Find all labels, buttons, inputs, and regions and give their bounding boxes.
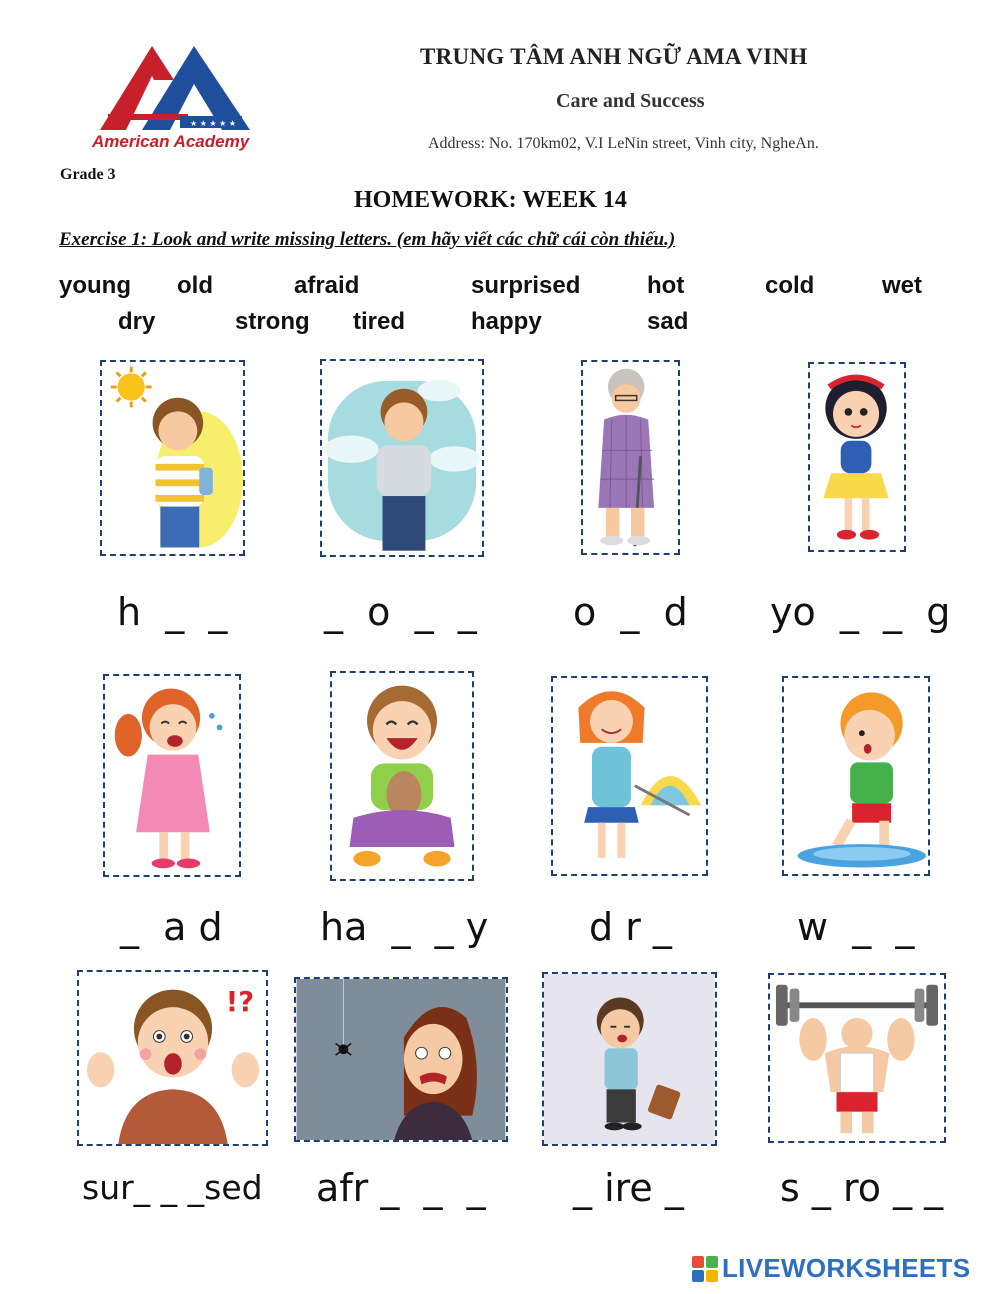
hot-boy-icon bbox=[100, 360, 245, 556]
svg-text:!?: !? bbox=[225, 987, 255, 1019]
young-girl-icon bbox=[808, 362, 906, 552]
sad-girl-icon bbox=[103, 674, 241, 877]
old-woman-icon bbox=[581, 360, 680, 555]
answer-prompt[interactable]: _ a d bbox=[120, 905, 223, 949]
word-bank-item: happy bbox=[471, 308, 542, 335]
grade-label: Grade 3 bbox=[60, 166, 116, 183]
svg-text:★ ★ ★ ★ ★: ★ ★ ★ ★ ★ bbox=[190, 119, 237, 128]
word-bank-item: hot bbox=[647, 272, 685, 299]
dry-girl-icon bbox=[551, 676, 708, 876]
answer-prompt[interactable]: sur_ _ _sed bbox=[82, 1168, 263, 1207]
wet-boy-icon bbox=[782, 676, 930, 876]
afraid-woman-icon bbox=[294, 977, 508, 1142]
surprised-boy-icon bbox=[77, 970, 268, 1146]
word-bank-item: sad bbox=[647, 308, 689, 335]
answer-prompt[interactable]: h _ _ bbox=[117, 590, 228, 634]
word-bank-item: dry bbox=[118, 308, 156, 335]
cold-boy-icon bbox=[320, 359, 484, 557]
homework-title: HOMEWORK: WEEK 14 bbox=[354, 187, 627, 213]
address: Address: No. 170km02, V.I LeNin street, Vinh city, NgheAn. bbox=[428, 135, 819, 152]
word-bank-item: old bbox=[177, 272, 213, 299]
word-bank-item: tired bbox=[353, 308, 406, 335]
word-bank-item: cold bbox=[765, 272, 815, 299]
word-bank-item: afraid bbox=[294, 272, 360, 299]
school-name: TRUNG TÂM ANH NGỮ AMA VINH bbox=[420, 44, 808, 69]
strong-man-icon bbox=[768, 973, 946, 1143]
brand-text: LIVEWORKSHEETS bbox=[722, 1253, 971, 1283]
answer-prompt[interactable]: d r _ bbox=[589, 905, 672, 949]
answer-prompt[interactable]: _ o _ _ bbox=[324, 590, 477, 634]
answer-prompt[interactable]: w _ _ bbox=[797, 905, 915, 949]
answer-prompt[interactable]: ha _ _ y bbox=[320, 905, 489, 949]
liveworksheets-icon bbox=[692, 1256, 718, 1282]
word-bank-item: young bbox=[59, 272, 131, 299]
answer-prompt[interactable]: s _ ro _ _ bbox=[780, 1166, 944, 1210]
slogan: Care and Success bbox=[556, 90, 705, 112]
exercise-instruction: Exercise 1: Look and write missing letters. (em hãy viết các chữ cái còn thiếu.) bbox=[59, 229, 676, 250]
happy-boy-icon bbox=[330, 671, 474, 881]
liveworksheets-brand[interactable] bbox=[692, 1253, 970, 1284]
word-bank-item: strong bbox=[235, 308, 310, 335]
word-bank-item: surprised bbox=[471, 272, 581, 299]
answer-prompt[interactable]: yo _ _ g bbox=[770, 590, 951, 634]
tired-man-icon bbox=[542, 972, 717, 1146]
answer-prompt[interactable]: o _ d bbox=[573, 590, 688, 634]
logo-text: American Academy bbox=[92, 132, 250, 151]
word-bank-item: wet bbox=[882, 272, 923, 299]
answer-prompt[interactable]: afr _ _ _ bbox=[316, 1166, 486, 1210]
answer-prompt[interactable]: _ ire _ bbox=[573, 1166, 684, 1210]
